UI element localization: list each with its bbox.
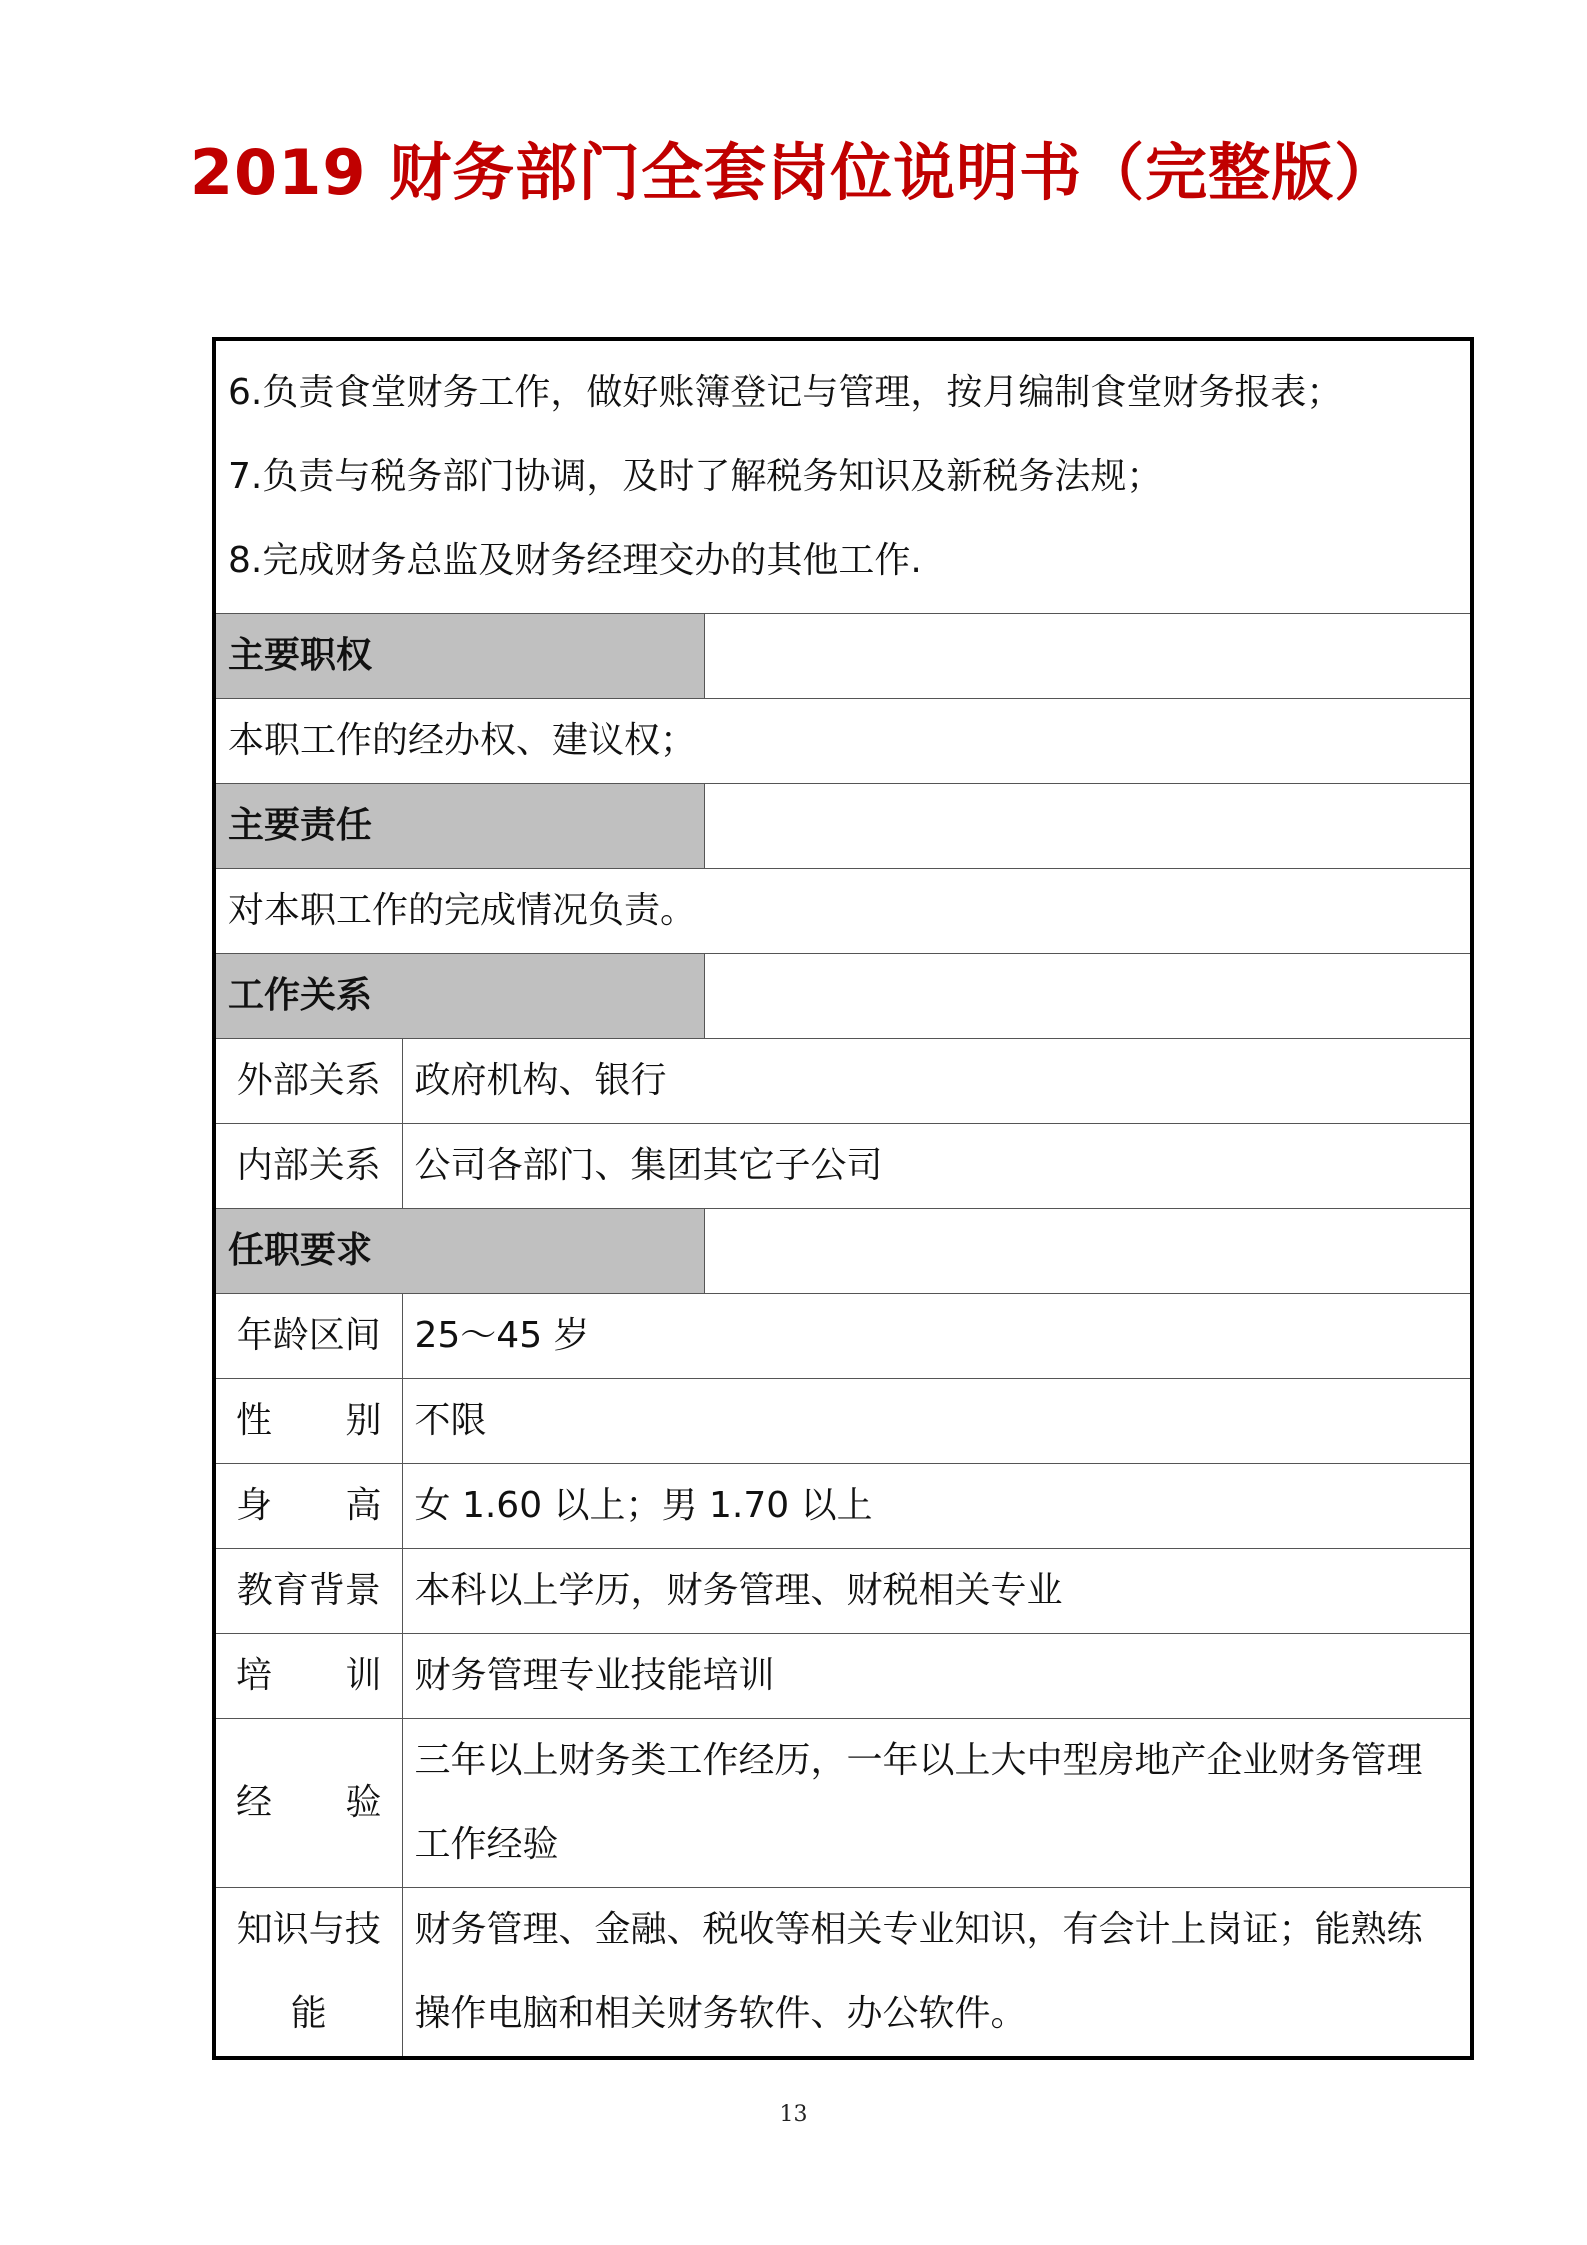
authority-heading-row: [214, 614, 1472, 699]
relations-heading-row: [214, 954, 1472, 1039]
requirement-row-training: [214, 1634, 1472, 1719]
requirement-row-experience: [214, 1719, 1472, 1888]
job-description-table: [212, 337, 1474, 2060]
row-value: 公司各部门、集团其它子公司: [402, 1124, 1472, 1209]
row-value: 三年以上财务类工作经历，一年以上大中型房地产企业财务管理工作经验: [402, 1719, 1472, 1888]
row-label: 身高: [214, 1464, 402, 1549]
responsibility-text: 对本职工作的完成情况负责。: [214, 869, 1472, 954]
empty-cell: [704, 614, 1472, 699]
row-value: 不限: [402, 1379, 1472, 1464]
empty-cell: [704, 784, 1472, 869]
section-heading-relations: 工作关系: [214, 954, 704, 1039]
row-label: 年龄区间: [214, 1294, 402, 1379]
row-label: 经验: [214, 1719, 402, 1888]
section-heading-responsibility: 主要责任: [214, 784, 704, 869]
document-title: 2019 财务部门全套岗位说明书（完整版）: [189, 136, 1398, 209]
relation-row-internal: [214, 1124, 1472, 1209]
row-value: 政府机构、银行: [402, 1039, 1472, 1124]
row-value: 财务管理、金融、税收等相关专业知识，有会计上岗证；能熟练操作电脑和相关财务软件、办公软件。: [402, 1888, 1472, 2059]
authority-text-row: [214, 699, 1472, 784]
row-value: 25～45 岁: [402, 1294, 1472, 1379]
requirement-row-skills: [214, 1888, 1472, 2059]
row-label: 性别: [214, 1379, 402, 1464]
row-label: 内部关系: [214, 1124, 402, 1209]
duties-row: [214, 339, 1472, 614]
requirement-row-age: [214, 1294, 1472, 1379]
requirements-heading-row: [214, 1209, 1472, 1294]
row-value: 女 1.60 以上；男 1.70 以上: [402, 1464, 1472, 1549]
authority-text: 本职工作的经办权、建议权；: [214, 699, 1472, 784]
row-label: 培训: [214, 1634, 402, 1719]
row-label: 外部关系: [214, 1039, 402, 1124]
duty-item: 8.完成财务总监及财务经理交办的其他工作.: [228, 540, 922, 581]
section-heading-authority: 主要职权: [214, 614, 704, 699]
relation-row-external: [214, 1039, 1472, 1124]
responsibility-heading-row: [214, 784, 1472, 869]
duty-item: 7.负责与税务部门协调，及时了解税务知识及新税务法规；: [228, 456, 1163, 497]
row-label: 知识与技能: [214, 1888, 402, 2059]
row-label: 教育背景: [214, 1549, 402, 1634]
empty-cell: [704, 1209, 1472, 1294]
row-value: 本科以上学历，财务管理、财税相关专业: [402, 1549, 1472, 1634]
row-value: 财务管理专业技能培训: [402, 1634, 1472, 1719]
requirement-row-education: [214, 1549, 1472, 1634]
responsibility-text-row: [214, 869, 1472, 954]
duties-cell: [214, 339, 1472, 614]
empty-cell: [704, 954, 1472, 1039]
requirement-row-height: [214, 1464, 1472, 1549]
page-number: 13: [779, 2102, 808, 2127]
section-heading-requirements: 任职要求: [214, 1209, 704, 1294]
requirement-row-gender: [214, 1379, 1472, 1464]
duty-item: 6.负责食堂财务工作，做好账簿登记与管理，按月编制食堂财务报表；: [228, 372, 1343, 413]
